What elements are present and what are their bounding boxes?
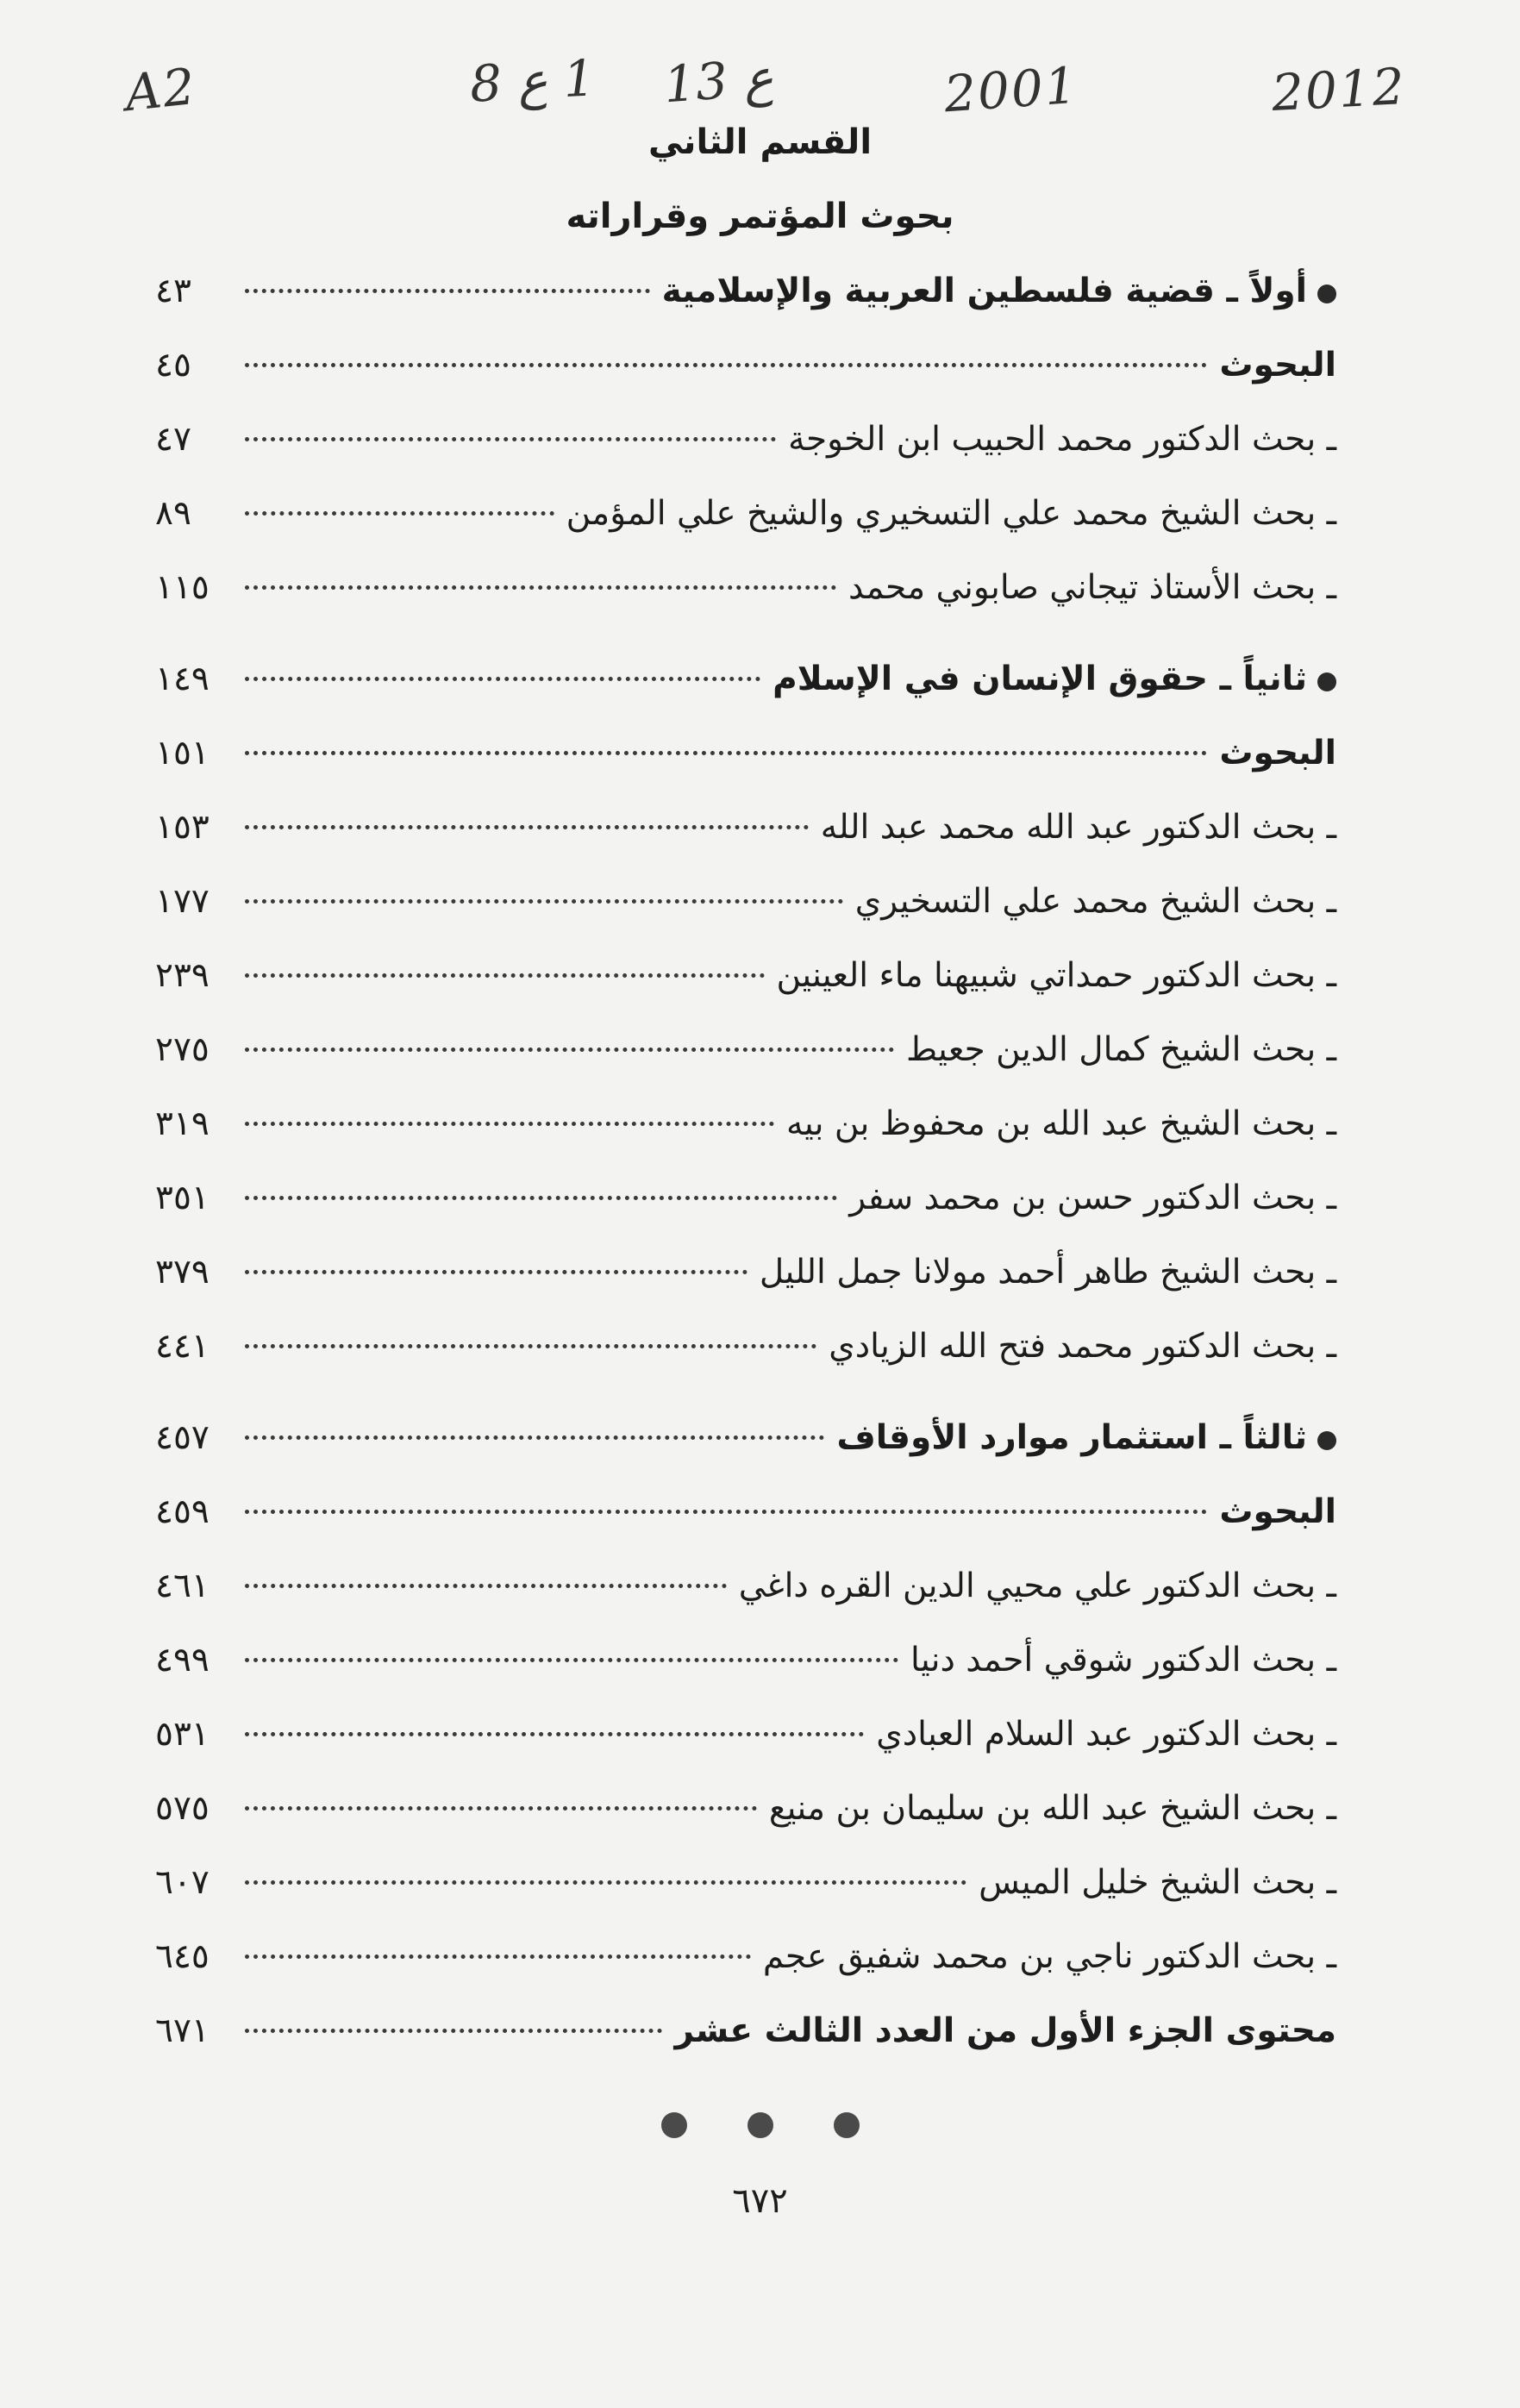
- toc-entry-title: ـ بحث الدكتور عبد السلام العبادي: [876, 1715, 1336, 1754]
- toc-entry: [155, 1492, 1336, 1567]
- dot-leader: [245, 899, 843, 904]
- toc-entry-page: ٦٤٥: [155, 1937, 210, 1976]
- toc-entry: [155, 1715, 1336, 1789]
- toc-entry-title: ـ بحث الشيخ خليل الميس: [979, 1863, 1336, 1902]
- toc-entry-title: ـ بحث الدكتور حسن بن محمد سفر: [849, 1179, 1336, 1217]
- toc-entry-title: ـ بحث الشيخ محمد علي التسخيري والشيخ علي المؤمن: [566, 494, 1336, 533]
- toc-entry-title: ـ بحث الدكتور محمد فتح الله الزيادي: [829, 1327, 1336, 1366]
- ornament-dot: [747, 2112, 773, 2138]
- bullet-icon: [1317, 285, 1336, 303]
- toc-entry: [155, 1937, 1336, 2011]
- toc-entry: [155, 808, 1336, 882]
- toc-entry-page: ١٥٣: [155, 808, 210, 847]
- dot-leader: [245, 1122, 774, 1126]
- dot-leader: [245, 1584, 727, 1588]
- dot-leader: [245, 1806, 757, 1811]
- toc-entry-title: ـ بحث الدكتور حمداتي شبيهنا ماء العينين: [776, 956, 1336, 995]
- dot-leader: [245, 1196, 837, 1200]
- toc-entry: [155, 1179, 1336, 1253]
- toc-entry-page: ٥٣١: [155, 1715, 210, 1754]
- toc-entry: [155, 1567, 1336, 1641]
- toc-entry: [155, 494, 1336, 568]
- toc-entry-page: ١١٥: [155, 568, 210, 607]
- dot-leader: [245, 363, 1207, 367]
- toc-entry-page: ٦٠٧: [155, 1863, 210, 1902]
- toc-entry: [155, 1253, 1336, 1327]
- toc-entry-title: ـ بحث الدكتور عبد الله محمد عبد الله: [820, 808, 1336, 847]
- toc-entry: [155, 1418, 1336, 1492]
- toc-entry: [155, 1030, 1336, 1104]
- dot-leader: [245, 973, 765, 978]
- handwritten-note: A2: [122, 56, 200, 123]
- toc-entry-page: ٤٥٧: [155, 1418, 210, 1457]
- section-subtitle: بحوث المؤتمر وقراراته: [566, 197, 954, 236]
- toc-entry-title: ـ بحث الدكتور محمد الحبيب ابن الخوجة: [788, 420, 1336, 459]
- toc-entry-page: ٤٧: [155, 420, 191, 459]
- toc-entry-page: ٤٦١: [155, 1567, 210, 1605]
- dot-leader: [245, 1880, 966, 1885]
- dot-leader: [245, 511, 554, 516]
- toc-entry: [155, 734, 1336, 808]
- dot-leader: [245, 1048, 894, 1052]
- dot-leader: [245, 825, 809, 829]
- bullet-icon: [1317, 672, 1336, 691]
- dot-leader: [245, 1955, 751, 1959]
- bullet-icon: [1317, 1431, 1336, 1450]
- dot-leader: [245, 1435, 824, 1440]
- toc-entry-page: ٣١٩: [155, 1104, 210, 1143]
- dot-leader: [245, 1510, 1207, 1514]
- dot-leader: [245, 1658, 898, 1662]
- toc-entry: [155, 346, 1336, 420]
- toc-entry-title: ـ بحث الأستاذ تيجاني صابوني محمد: [848, 568, 1336, 607]
- toc-entry: [155, 1789, 1336, 1863]
- toc-entry-page: ١٥١: [155, 734, 210, 772]
- handwritten-note: 13 ع: [661, 47, 776, 115]
- toc-entry-page: ٤٣: [155, 272, 191, 310]
- table-of-contents: [155, 272, 1336, 2086]
- toc-entry-page: ١٧٧: [155, 882, 210, 921]
- toc-entry-title: ثانياً ـ حقوق الإنسان في الإسلام: [773, 660, 1307, 698]
- dot-leader: [245, 677, 760, 681]
- toc-entry: [155, 272, 1336, 346]
- toc-entry-title: ـ بحث الشيخ عبد الله بن محفوظ بن بيه: [785, 1104, 1336, 1143]
- page-number: ٦٧٢: [732, 2181, 788, 2221]
- handwritten-note: 1 ع 8: [468, 48, 597, 114]
- dot-leader: [245, 585, 836, 590]
- toc-entry-title: ثالثاً ـ استثمار موارد الأوقاف: [836, 1418, 1307, 1457]
- toc-entry: [155, 1104, 1336, 1179]
- section-title: القسم الثاني: [647, 122, 873, 162]
- dot-leader: [245, 1270, 747, 1274]
- dot-leader: [245, 751, 1207, 755]
- toc-entry-page: ٥٧٥: [155, 1789, 210, 1828]
- toc-entry-page: ٢٣٩: [155, 956, 210, 995]
- toc-entry-title: أولاً ـ قضية فلسطين العربية والإسلامية: [661, 272, 1307, 310]
- toc-entry-title: ـ بحث الشيخ طاهر أحمد مولانا جمل الليل: [759, 1253, 1336, 1292]
- toc-entry: [155, 2011, 1336, 2086]
- toc-entry-title: البحوث: [1219, 734, 1336, 772]
- handwritten-note: 2012: [1270, 56, 1408, 123]
- toc-entry-title: ـ بحث الشيخ كمال الدين جعيط: [906, 1030, 1336, 1069]
- toc-entry-title: ـ بحث الدكتور شوقي أحمد دنيا: [910, 1641, 1336, 1679]
- ornament-dot: [834, 2112, 860, 2138]
- handwritten-note: 2001: [941, 55, 1080, 124]
- toc-entry: [155, 568, 1336, 642]
- toc-entry-title: البحوث: [1219, 1492, 1336, 1531]
- toc-entry-page: ٣٧٩: [155, 1253, 210, 1292]
- toc-entry-page: ٢٧٥: [155, 1030, 210, 1069]
- dot-leader: [245, 289, 650, 293]
- toc-entry-page: ٤٤١: [155, 1327, 210, 1366]
- toc-entry-title: ـ بحث الشيخ عبد الله بن سليمان بن منيع: [768, 1789, 1336, 1828]
- toc-entry-page: ٨٩: [155, 494, 191, 533]
- toc-entry-title: ـ بحث الشيخ محمد علي التسخيري: [854, 882, 1336, 921]
- toc-entry-title: محتوى الجزء الأول من العدد الثالث عشر: [674, 2011, 1336, 2050]
- toc-entry: [155, 1863, 1336, 1937]
- toc-entry: [155, 956, 1336, 1030]
- toc-entry: [155, 1641, 1336, 1715]
- dot-leader: [245, 1732, 864, 1736]
- ornament-dot: [661, 2112, 687, 2138]
- toc-entry: [155, 882, 1336, 956]
- toc-entry-page: ٣٥١: [155, 1179, 210, 1217]
- toc-entry-page: ٤٥: [155, 346, 191, 385]
- toc-entry-page: ١٤٩: [155, 660, 210, 698]
- toc-entry-page: ٤٥٩: [155, 1492, 210, 1531]
- toc-entry-page: ٦٧١: [155, 2011, 210, 2050]
- toc-entry-title: ـ بحث الدكتور علي محيي الدين القره داغي: [738, 1567, 1336, 1605]
- dot-leader: [245, 2029, 662, 2033]
- toc-entry: [155, 420, 1336, 494]
- toc-entry-page: ٤٩٩: [155, 1641, 210, 1679]
- dot-leader: [245, 437, 776, 441]
- dot-leader: [245, 1344, 816, 1348]
- toc-entry-title: ـ بحث الدكتور ناجي بن محمد شفيق عجم: [762, 1937, 1336, 1976]
- toc-entry: [155, 660, 1336, 734]
- toc-entry: [155, 1327, 1336, 1401]
- toc-entry-title: البحوث: [1219, 346, 1336, 385]
- ornament-dots: [0, 2112, 1520, 2138]
